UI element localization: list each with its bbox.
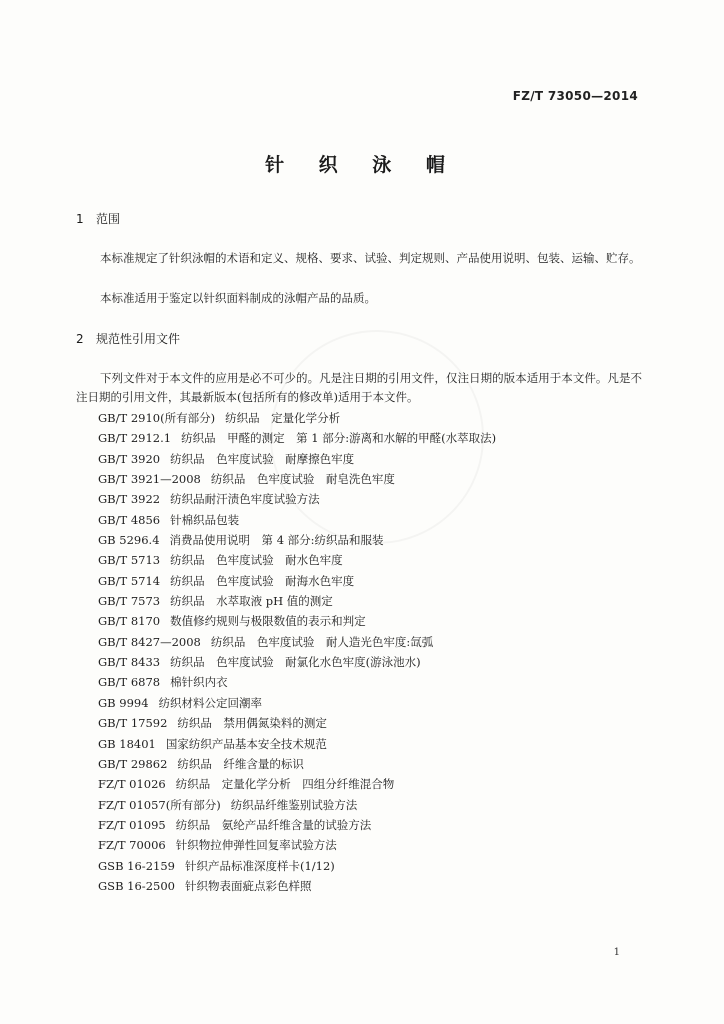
reference-item <box>98 815 496 835</box>
reference-item <box>98 754 496 774</box>
reference-item <box>98 591 496 611</box>
reference-title: 针棉织品包装 <box>170 512 240 527</box>
document-title: 针 织 泳 帽 <box>265 154 459 176</box>
reference-item <box>98 876 496 896</box>
reference-title: 国家纺织产品基本安全技术规范 <box>165 736 327 751</box>
scope-paragraph-2: 本标准适用于鉴定以针织面料制成的泳帽产品的品质。 <box>100 291 376 305</box>
reference-code: GB/T 3921—2008 <box>98 472 201 487</box>
reference-item <box>98 489 496 509</box>
reference-title: 纺织材料公定回潮率 <box>158 695 263 710</box>
reference-code: GB/T 7573 <box>98 594 161 609</box>
reference-title: 纺织品 纤维含量的标识 <box>177 756 304 771</box>
reference-title: 纺织品 定量化学分析 <box>225 411 341 425</box>
reference-code: GB/T 6878 <box>98 675 161 690</box>
reference-item <box>98 611 496 631</box>
reference-item <box>98 408 496 428</box>
reference-title: 针织产品标准深度样卡(1/12) <box>184 858 335 873</box>
section-heading-normative-references <box>76 330 180 347</box>
reference-item <box>98 428 496 448</box>
reference-code: GB/T 17592 <box>98 716 168 731</box>
reference-item <box>98 734 496 754</box>
reference-code: FZ/T 70006 <box>98 838 166 853</box>
reference-code: GB/T 3920 <box>98 451 161 466</box>
reference-title: 纺织品 色牢度试验 耐人造光色牢度:氙弧 <box>210 634 434 649</box>
section-number: 2 <box>76 332 84 346</box>
reference-code: GB 18401 <box>98 736 156 751</box>
reference-item <box>98 550 496 570</box>
reference-code: GB/T 4856 <box>98 512 161 527</box>
reference-title: 棉针织内衣 <box>170 675 228 690</box>
scope-paragraph-1: 本标准规定了针织泳帽的术语和定义、规格、要求、试验、判定规则、产品使用说明、包装、运输、贮存。 <box>100 251 641 265</box>
reference-title: 纺织品 禁用偶氮染料的测定 <box>177 716 327 731</box>
reference-code: FZ/T 01026 <box>98 777 166 792</box>
page-number: 1 <box>613 947 620 958</box>
section-number: 1 <box>76 212 84 226</box>
reference-title: 针织物拉伸弹性回复率试验方法 <box>175 838 337 853</box>
reference-code: GB/T 8427—2008 <box>98 634 201 649</box>
reference-title: 纺织品 色牢度试验 耐海水色牢度 <box>170 573 355 588</box>
reference-title: 消费品使用说明 第 4 部分:纺织品和服装 <box>169 533 384 548</box>
reference-item <box>98 530 496 550</box>
section-heading-scope <box>76 210 120 227</box>
reference-title: 纺织品 水萃取液 pH 值的测定 <box>170 594 333 609</box>
reference-item <box>98 856 496 876</box>
reference-code: FZ/T 01095 <box>98 817 166 832</box>
reference-title: 纺织品 色牢度试验 耐皂洗色牢度 <box>210 472 395 487</box>
reference-code: GB/T 2910(所有部分) <box>98 411 216 425</box>
reference-item <box>98 795 496 815</box>
reference-code: GSB 16-2500 <box>98 878 175 893</box>
reference-item <box>98 469 496 489</box>
reference-item <box>98 632 496 652</box>
standard-code: FZ/T 73050—2014 <box>512 89 638 103</box>
reference-code: GB/T 3922 <box>98 492 161 507</box>
reference-title: 纺织品纤维鉴别试验方法 <box>230 797 358 812</box>
reference-code: GB/T 8170 <box>98 614 161 629</box>
reference-code: GB/T 5713 <box>98 553 161 568</box>
reference-code: GB 9994 <box>98 695 149 710</box>
reference-list <box>98 408 496 896</box>
reference-code: FZ/T 01057(所有部分) <box>98 797 221 812</box>
reference-item <box>98 774 496 794</box>
section-title: 规范性引用文件 <box>96 332 181 346</box>
reference-title: 纺织品 氨纶产品纤维含量的试验方法 <box>175 817 372 832</box>
reference-code: GB/T 29862 <box>98 756 168 771</box>
reference-title: 纺织品 定量化学分析 四组分纤维混合物 <box>175 777 395 792</box>
reference-title: 纺织品耐汗渍色牢度试验方法 <box>170 492 320 507</box>
reference-code: GB/T 2912.1 <box>98 431 172 446</box>
reference-title: 纺织品 色牢度试验 耐摩擦色牢度 <box>170 451 355 466</box>
reference-title: 纺织品 甲醛的测定 第 1 部分:游离和水解的甲醛(水萃取法) <box>181 431 497 446</box>
reference-code: GB/T 8433 <box>98 655 161 670</box>
reference-item <box>98 652 496 672</box>
reference-code: GB 5296.4 <box>98 533 160 548</box>
references-intro-paragraph: 下列文件对于本文件的应用是必不可少的。凡是注日期的引用文件，仅注日期的版本适用于本文件。凡是不注日期的引用文件，其最新版本(包括所有的修改单)适用于本文件。 <box>76 371 642 404</box>
reference-title: 针织物表面疵点彩色样照 <box>184 878 312 893</box>
reference-code: GSB 16-2159 <box>98 858 175 873</box>
reference-item <box>98 449 496 469</box>
reference-item <box>98 672 496 692</box>
reference-item <box>98 835 496 855</box>
reference-item <box>98 693 496 713</box>
reference-item <box>98 571 496 591</box>
reference-code: GB/T 5714 <box>98 573 161 588</box>
reference-title: 纺织品 色牢度试验 耐水色牢度 <box>170 553 343 568</box>
reference-title: 数值修约规则与极限数值的表示和判定 <box>170 614 366 629</box>
reference-item <box>98 713 496 733</box>
section-title: 范围 <box>96 212 121 226</box>
reference-title: 纺织品 色牢度试验 耐氯化水色牢度(游泳池水) <box>170 655 421 670</box>
reference-item <box>98 510 496 530</box>
